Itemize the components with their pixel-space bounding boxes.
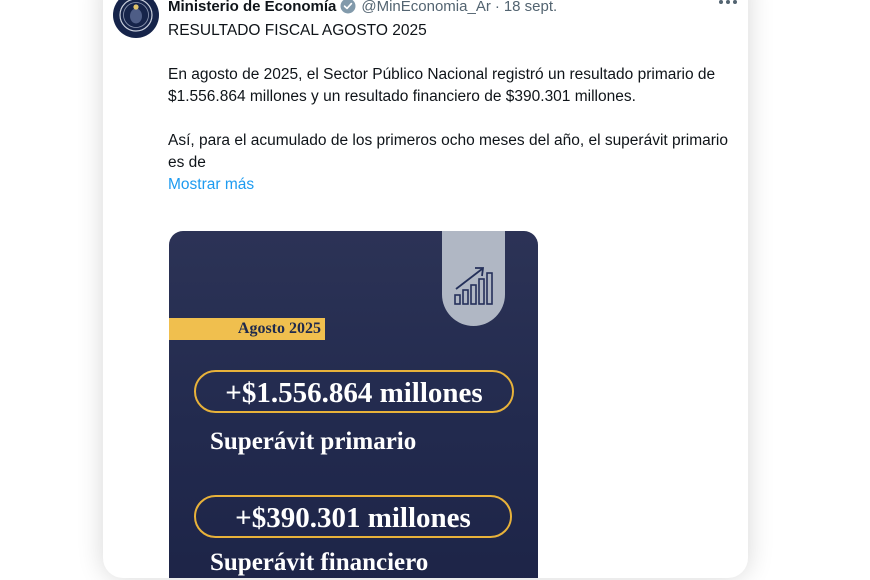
financial-surplus-amount: +$390.301 millones xyxy=(194,495,512,538)
ministry-seal-icon xyxy=(118,0,154,33)
tweet-date[interactable]: 18 sept. xyxy=(503,0,558,15)
avatar[interactable] xyxy=(113,0,159,38)
date-tag: Agosto 2025 xyxy=(169,318,325,340)
tweet-card[interactable] xyxy=(103,0,748,578)
tweet-header xyxy=(168,0,557,16)
verified-badge-icon xyxy=(340,0,356,14)
tweet-text xyxy=(168,20,728,196)
primary-surplus-amount: +$1.556.864 millones xyxy=(194,370,514,413)
show-more-link[interactable]: Mostrar más xyxy=(168,176,255,193)
display-name[interactable]: Ministerio de Economía xyxy=(168,0,337,15)
financial-surplus-label: Superávit financiero xyxy=(210,549,429,576)
user-handle[interactable]: @MinEconomia_Ar xyxy=(361,0,491,15)
tweet-paragraph: En agosto de 2025, el Sector Público Nacional registró un resultado primario de $1.556.864 millones y un resultado financiero de $390.301 millones. xyxy=(168,66,716,105)
tweet-paragraph: Así, para el acumulado de los primeros ocho meses del año, el superávit primario es de xyxy=(168,132,728,171)
primary-surplus-label: Superávit primario xyxy=(210,428,417,455)
growth-chart-icon xyxy=(452,265,496,307)
tweet-title: RESULTADO FISCAL AGOSTO 2025 xyxy=(168,22,427,39)
more-options-icon[interactable] xyxy=(713,0,743,12)
chart-badge xyxy=(442,231,505,326)
separator-dot: · xyxy=(494,0,500,15)
media-image[interactable] xyxy=(169,231,538,578)
